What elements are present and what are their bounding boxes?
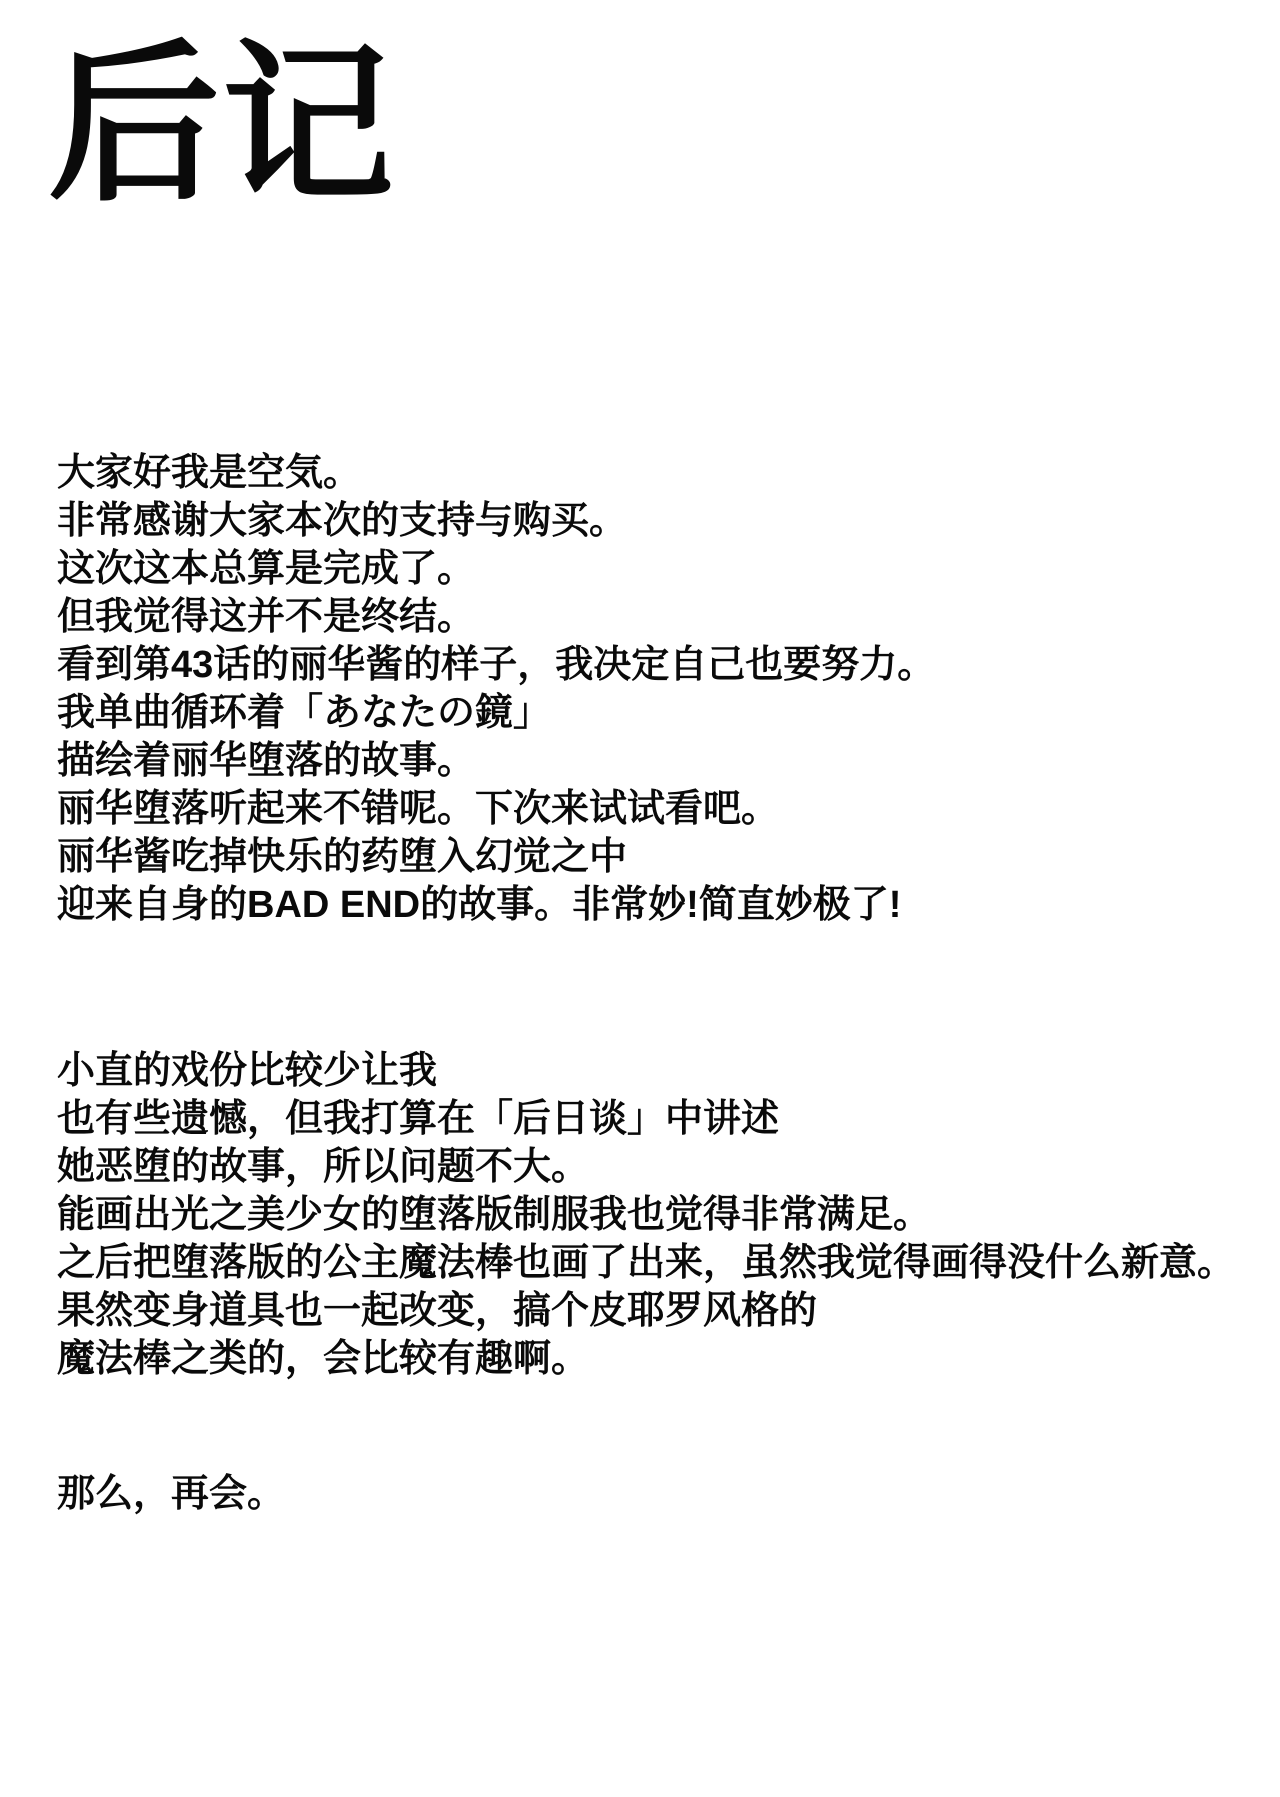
paragraph-one-line: 丽华酱吃掉快乐的药堕入幻觉之中	[57, 836, 628, 878]
paragraph-one-line: 丽华堕落听起来不错呢。下次来试试看吧。	[57, 788, 780, 830]
paragraph-two-line: 她恶堕的故事，所以问题不大。	[57, 1146, 590, 1188]
paragraph-one-line: 非常感谢大家本次的支持与购买。	[57, 500, 628, 542]
paragraph-two-line: 魔法棒之类的，会比较有趣啊。	[57, 1338, 590, 1380]
paragraph-one-line: 看到第43话的丽华酱的样子，我决定自己也要努力。	[57, 644, 936, 686]
paragraph-one-line: 迎来自身的BAD END的故事。非常妙!简直妙极了!	[57, 884, 902, 926]
paragraph-one-line: 这次这本总算是完成了。	[57, 548, 476, 590]
paragraph-one	[57, 449, 935, 929]
paragraph-two-line: 之后把堕落版的公主魔法棒也画了出来，虽然我觉得画得没什么新意。	[57, 1242, 1236, 1284]
paragraph-two-line: 能画出光之美少女的堕落版制服我也觉得非常满足。	[57, 1194, 932, 1236]
paragraph-one-line: 我单曲循环着「あなたの鏡」	[57, 692, 552, 734]
paragraph-two	[57, 1047, 1235, 1383]
paragraph-two-line: 果然变身道具也一起改变，搞个皮耶罗风格的	[57, 1290, 818, 1332]
paragraph-two-line: 小直的戏份比较少让我	[57, 1050, 438, 1092]
paragraph-one-line: 大家好我是空気。	[57, 452, 362, 494]
closing-line: 那么，再会。	[57, 1473, 286, 1515]
paragraph-one-line: 但我觉得这并不是终结。	[57, 596, 476, 638]
page-title: 后记	[48, 29, 396, 221]
paragraph-one-line: 描绘着丽华堕落的故事。	[57, 740, 476, 782]
paragraph-two-line: 也有些遗憾，但我打算在「后日谈」中讲述	[57, 1098, 780, 1140]
